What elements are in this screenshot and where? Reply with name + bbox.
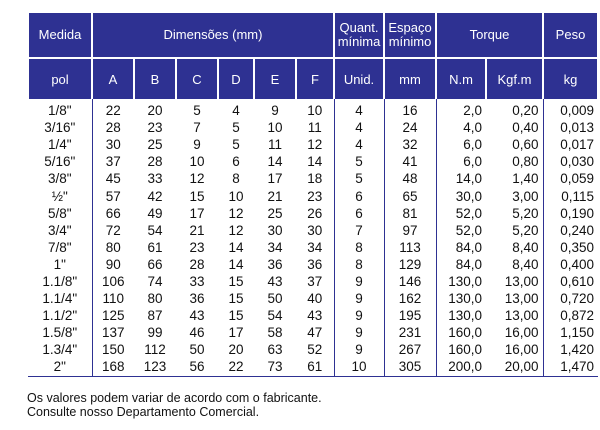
cell-e: 50 — [267, 291, 283, 307]
cell-a: 106 — [92, 273, 134, 290]
cell-peso: 0,610 — [543, 273, 598, 290]
cell-d: 4 — [232, 103, 240, 119]
cell-a: 110 — [92, 290, 134, 307]
cell-peso: 1,150 — [543, 324, 598, 341]
cell-a: 22 — [92, 99, 134, 119]
cell-d: 17 — [228, 325, 244, 341]
cell-e: 34 — [267, 239, 283, 255]
cell-torque-nm: 6,0 — [436, 136, 486, 153]
cell-unid: 5 — [334, 170, 384, 187]
cell-d: 14 — [228, 256, 244, 272]
cell-espaco: 231 — [384, 324, 436, 341]
cell-torque-nm: 14,0 — [436, 170, 486, 187]
unit-kgfm: Kgf.m — [486, 58, 543, 99]
cell-b: 28 — [147, 154, 163, 170]
cell-medida: 1.1/2" — [42, 308, 78, 324]
cell-d: 5 — [232, 137, 240, 153]
cell-unid: 9 — [334, 273, 384, 290]
cell-d: 15 — [228, 308, 244, 324]
cell-peso: 1,420 — [543, 341, 598, 358]
table-row — [28, 136, 598, 153]
cell-espaco: 195 — [384, 307, 436, 324]
cell-medida: 5/16" — [44, 154, 76, 170]
header-row-titles — [28, 13, 598, 58]
cell-unid: 5 — [334, 153, 384, 170]
cell-f: 26 — [307, 205, 323, 221]
table-row — [28, 239, 598, 256]
cell-peso: 0,013 — [543, 119, 598, 136]
cell-a: 37 — [92, 153, 134, 170]
cell-espaco: 48 — [384, 170, 436, 187]
cell-medida: 2" — [28, 358, 92, 376]
cell-a: 45 — [92, 170, 134, 187]
cell-medida: 1.5/8" — [42, 325, 78, 341]
cell-c: 43 — [189, 308, 205, 324]
cell-a: 150 — [92, 341, 134, 358]
unit-unid: Unid. — [334, 58, 384, 99]
cell-b: 25 — [147, 137, 163, 153]
table-row — [28, 99, 598, 119]
table-row — [28, 358, 598, 376]
cell-b: 123 — [134, 358, 176, 376]
cell-peso: 0,350 — [543, 239, 598, 256]
cell-c: 10 — [189, 154, 205, 170]
cell-e: 9 — [271, 103, 279, 119]
table-row — [28, 256, 598, 273]
header-medida: Medida — [28, 13, 92, 58]
cell-f: 34 — [307, 239, 323, 255]
cell-d: 14 — [228, 239, 244, 255]
cell-torque-kgfm: 5,20 — [512, 222, 539, 238]
cell-c: 21 — [189, 222, 205, 238]
cell-e: 14 — [267, 154, 283, 170]
table-body — [28, 99, 598, 376]
cell-a: 28 — [92, 119, 134, 136]
cell-f: 12 — [307, 137, 323, 153]
cell-e: 30 — [267, 222, 283, 238]
table-row — [28, 341, 598, 358]
cell-d: 12 — [228, 222, 244, 238]
cell-unid: 9 — [334, 290, 384, 307]
cell-e: 63 — [267, 342, 283, 358]
cell-d: 8 — [232, 171, 240, 187]
cell-torque-kgfm: 0,80 — [512, 154, 539, 170]
cell-peso: 0,400 — [543, 256, 598, 273]
cell-unid: 6 — [334, 205, 384, 222]
cell-a: 80 — [92, 239, 134, 256]
cell-torque-nm: 4,0 — [436, 119, 486, 136]
cell-unid: 8 — [334, 239, 384, 256]
cell-unid: 7 — [334, 222, 384, 239]
cell-f: 47 — [307, 325, 323, 341]
table-row — [28, 307, 598, 324]
table-row — [28, 324, 598, 341]
cell-c: 50 — [189, 342, 205, 358]
cell-torque-nm: 84,0 — [436, 239, 486, 256]
cell-b: 61 — [147, 239, 163, 255]
cell-unid: 4 — [334, 136, 384, 153]
cell-torque-kgfm: 13,00 — [504, 291, 539, 307]
unit-e: E — [254, 58, 296, 99]
cell-peso: 0,059 — [543, 170, 598, 187]
cell-unid: 8 — [334, 256, 384, 273]
table-row — [28, 170, 598, 187]
table-row — [28, 153, 598, 170]
cell-peso: 1,470 — [543, 358, 598, 376]
header-dimensoes: Dimensões (mm) — [92, 13, 334, 58]
table-row — [28, 119, 598, 136]
cell-espaco: 146 — [384, 273, 436, 290]
cell-d: 22 — [218, 358, 254, 376]
table-row — [28, 205, 598, 222]
cell-e: 43 — [267, 273, 283, 289]
unit-pol: pol — [28, 58, 92, 99]
unit-kg: kg — [543, 58, 598, 99]
cell-torque-kgfm: 0,20 — [512, 103, 539, 119]
cell-torque-nm: 130,0 — [436, 290, 486, 307]
cell-e: 58 — [267, 325, 283, 341]
footnotes — [27, 391, 322, 419]
cell-c: 7 — [193, 120, 201, 136]
cell-torque-nm: 2,0 — [436, 99, 486, 119]
cell-b: 99 — [147, 325, 163, 341]
cell-espaco: 267 — [384, 341, 436, 358]
unit-f: F — [296, 58, 334, 99]
cell-d: 15 — [228, 273, 244, 289]
cell-torque-kgfm: 13,00 — [504, 308, 539, 324]
cell-a: 30 — [92, 136, 134, 153]
cell-espaco: 81 — [384, 205, 436, 222]
cell-medida: 1" — [53, 256, 66, 272]
cell-peso: 0,030 — [543, 153, 598, 170]
cell-f: 14 — [307, 154, 323, 170]
cell-c: 17 — [189, 205, 205, 221]
cell-espaco: 65 — [384, 187, 436, 204]
cell-torque-kgfm: 0,60 — [512, 137, 539, 153]
unit-d: D — [218, 58, 254, 99]
cell-b: 49 — [147, 205, 163, 221]
cell-f: 37 — [307, 273, 323, 289]
cell-medida: 1.1/8" — [42, 273, 78, 289]
unit-nm: N.m — [436, 58, 486, 99]
cell-medida: 3/4" — [47, 222, 72, 238]
header-espaco-minimo — [384, 13, 436, 58]
cell-espaco: 162 — [384, 290, 436, 307]
header-peso: Peso — [543, 13, 598, 58]
header-espaco-line2: mínimo — [388, 34, 432, 49]
cell-b: 23 — [147, 120, 163, 136]
table-row — [28, 222, 598, 239]
table-row — [28, 290, 598, 307]
cell-f: 52 — [307, 342, 323, 358]
cell-b: 112 — [144, 342, 166, 358]
cell-e: 36 — [267, 256, 283, 272]
cell-d: 6 — [232, 154, 240, 170]
cell-medida: ½" — [51, 188, 68, 204]
cell-medida: 1/8" — [47, 103, 72, 119]
cell-medida: 3/8" — [47, 171, 72, 187]
cell-e: 21 — [267, 188, 283, 204]
cell-f: 36 — [307, 256, 323, 272]
cell-torque-nm: 52,0 — [436, 205, 486, 222]
header-row-units — [28, 58, 598, 99]
cell-torque-kgfm: 13,00 — [504, 273, 539, 289]
table-row — [28, 273, 598, 290]
cell-medida: 5/8" — [47, 205, 72, 221]
cell-d: 20 — [228, 342, 244, 358]
cell-e: 54 — [267, 308, 283, 324]
cell-b: 20 — [147, 103, 163, 119]
cell-medida: 7/8" — [47, 239, 72, 255]
cell-medida: 1.1/4" — [42, 291, 78, 307]
cell-peso: 0,009 — [543, 99, 598, 119]
cell-b: 42 — [147, 188, 163, 204]
header-espaco-line1: Espaço — [388, 20, 432, 35]
cell-torque-kgfm: 16,00 — [504, 342, 539, 358]
cell-espaco: 97 — [384, 222, 436, 239]
cell-d: 12 — [228, 205, 244, 221]
cell-torque-kgfm: 20,00 — [486, 358, 543, 376]
cell-e: 25 — [267, 205, 283, 221]
cell-f: 43 — [307, 308, 323, 324]
cell-peso: 0,872 — [543, 307, 598, 324]
cell-torque-nm: 6,0 — [436, 153, 486, 170]
unit-mm: mm — [384, 58, 436, 99]
cell-torque-kgfm: 5,20 — [512, 205, 539, 221]
cell-a: 72 — [92, 222, 134, 239]
cell-torque-kgfm: 0,40 — [512, 120, 539, 136]
cell-torque-nm: 52,0 — [436, 222, 486, 239]
cell-c: 28 — [189, 256, 205, 272]
cell-torque-kgfm: 3,00 — [512, 188, 539, 204]
cell-unid: 4 — [334, 99, 384, 119]
cell-b: 54 — [147, 222, 163, 238]
cell-torque-nm: 130,0 — [436, 273, 486, 290]
cell-medida: 3/16" — [44, 120, 76, 136]
cell-peso: 0,017 — [543, 136, 598, 153]
cell-torque-nm: 200,0 — [436, 358, 486, 376]
cell-c: 46 — [189, 325, 205, 341]
cell-c: 5 — [193, 103, 201, 119]
cell-unid: 4 — [334, 119, 384, 136]
unit-b: B — [134, 58, 176, 99]
cell-unid: 9 — [334, 307, 384, 324]
cell-torque-nm: 30,0 — [436, 187, 486, 204]
cell-b: 80 — [147, 291, 163, 307]
footnote-line-2: Consulte nosso Departamento Comercial. — [27, 405, 260, 419]
cell-a: 90 — [92, 256, 134, 273]
cell-b: 33 — [147, 171, 163, 187]
cell-c: 33 — [189, 273, 205, 289]
cell-e: 73 — [254, 358, 296, 376]
footnote-line-1: Os valores podem variar de acordo com o fabricante. — [27, 391, 322, 405]
header-torque: Torque — [436, 13, 543, 58]
cell-espaco: 305 — [384, 358, 436, 376]
header-quantidade-line1: Quant. — [339, 20, 379, 35]
cell-f: 61 — [296, 358, 334, 376]
cell-peso: 0,115 — [543, 187, 598, 204]
cell-f: 11 — [307, 120, 322, 136]
cell-c: 12 — [189, 171, 205, 187]
cell-torque-nm: 84,0 — [436, 256, 486, 273]
cell-peso: 0,240 — [543, 222, 598, 239]
cell-f: 23 — [307, 188, 323, 204]
cell-espaco: 32 — [384, 136, 436, 153]
cell-d: 5 — [232, 120, 240, 136]
cell-espaco: 129 — [384, 256, 436, 273]
cell-c: 56 — [176, 358, 218, 376]
cell-unid: 9 — [334, 341, 384, 358]
cell-d: 10 — [228, 188, 244, 204]
header-quantidade-line2: mínima — [337, 34, 381, 49]
cell-f: 30 — [307, 222, 323, 238]
cell-c: 9 — [193, 137, 201, 153]
cell-espaco: 16 — [384, 99, 436, 119]
cell-peso: 0,190 — [543, 205, 598, 222]
cell-peso: 0,720 — [543, 290, 598, 307]
cell-e: 10 — [267, 120, 283, 136]
cell-e: 11 — [267, 137, 282, 153]
unit-c: C — [176, 58, 218, 99]
table-row — [28, 187, 598, 204]
cell-a: 57 — [92, 187, 134, 204]
cell-a: 125 — [92, 307, 134, 324]
cell-f: 10 — [307, 103, 323, 119]
cell-torque-kgfm: 8,40 — [512, 256, 539, 272]
cell-espaco: 113 — [384, 239, 436, 256]
cell-torque-kgfm: 8,40 — [512, 239, 539, 255]
specification-table — [27, 13, 599, 377]
cell-medida: 1.3/4" — [42, 342, 78, 358]
cell-d: 15 — [228, 291, 244, 307]
cell-f: 18 — [307, 171, 323, 187]
cell-a: 137 — [92, 324, 134, 341]
cell-c: 23 — [189, 239, 205, 255]
unit-a: A — [92, 58, 134, 99]
cell-espaco: 41 — [384, 153, 436, 170]
cell-espaco: 24 — [384, 119, 436, 136]
cell-c: 15 — [189, 188, 205, 204]
cell-medida: 1/4" — [47, 137, 72, 153]
cell-e: 17 — [267, 171, 283, 187]
cell-c: 36 — [189, 291, 205, 307]
cell-b: 74 — [147, 273, 163, 289]
cell-b: 87 — [147, 308, 163, 324]
cell-torque-nm: 130,0 — [436, 307, 486, 324]
cell-unid: 10 — [334, 358, 384, 376]
cell-a: 168 — [92, 358, 134, 376]
cell-b: 66 — [147, 256, 163, 272]
cell-f: 40 — [307, 291, 323, 307]
cell-unid: 9 — [334, 324, 384, 341]
cell-torque-nm: 160,0 — [436, 341, 486, 358]
cell-unid: 6 — [334, 187, 384, 204]
header-quantidade-minima — [334, 13, 384, 58]
cell-torque-kgfm: 16,00 — [504, 325, 539, 341]
cell-torque-kgfm: 1,40 — [512, 171, 539, 187]
cell-a: 66 — [92, 205, 134, 222]
cell-torque-nm: 160,0 — [436, 324, 486, 341]
